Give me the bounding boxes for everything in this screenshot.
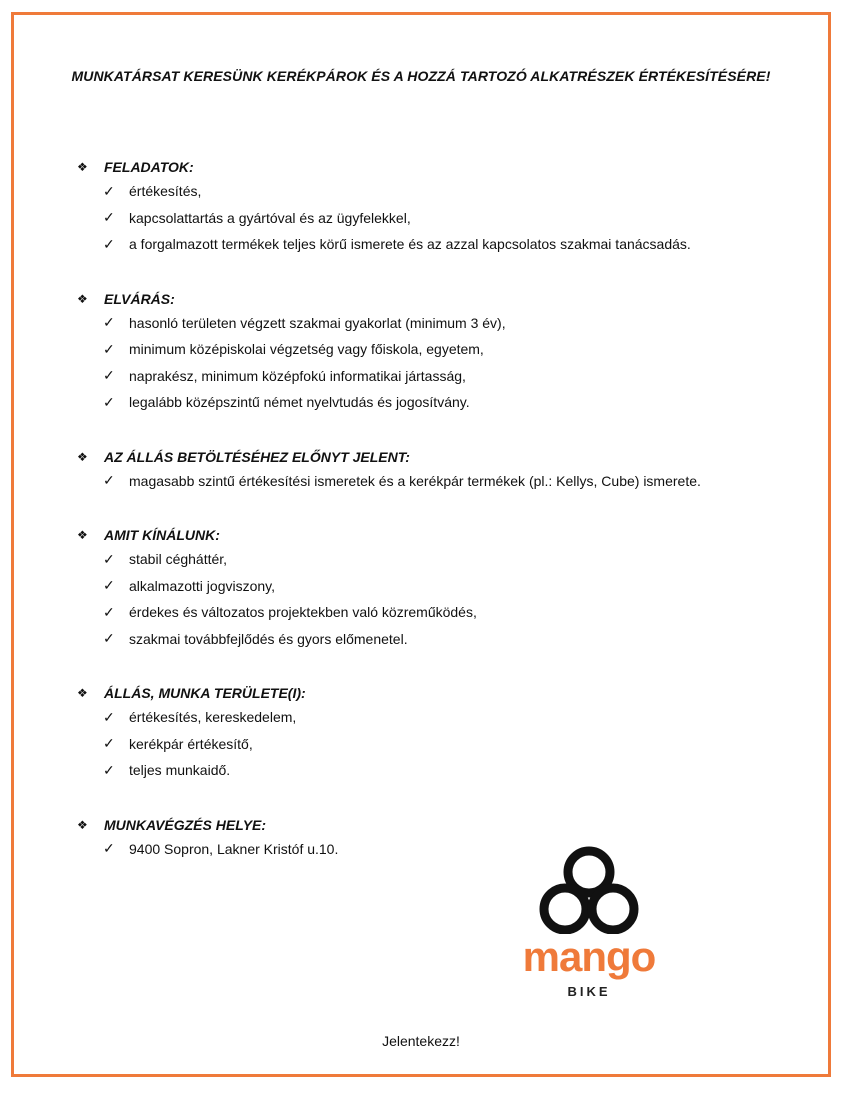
list-item [77,363,797,390]
check-icon: ✓ [103,630,115,647]
list-item [77,389,797,416]
bike-loop-icon [503,842,675,934]
list-item-text: kapcsolattartás a gyártóval és az ügyfelekkel, [129,209,411,226]
list-item-text: legalább középszintű német nyelvtudás és jogosítvány. [129,394,470,411]
list-item-text: stabil cégháttér, [129,551,228,568]
section-title: AMIT KÍNÁLUNK: [104,527,220,543]
diamond-bullet-icon: ❖ [77,686,88,700]
mango-bike-logo [503,842,675,1002]
section-title: FELADATOK: [104,159,194,175]
logo-subtitle: BIKE [567,984,611,999]
section-title: ELVÁRÁS: [104,290,175,307]
list-item [77,205,797,232]
check-icon: ✓ [103,577,115,594]
section [77,156,797,258]
check-icon: ✓ [103,550,115,567]
section-heading [77,524,797,546]
list-item [77,546,797,573]
section-title: MUNKAVÉGZÉS HELYE: [104,816,267,833]
list-item [77,231,797,258]
diamond-bullet-icon: ❖ [77,291,88,306]
list-item [77,626,797,653]
list-item [77,836,797,863]
list-item [77,757,797,784]
apply-call-text: Jelentekezz! [382,1033,460,1049]
diamond-bullet-icon: ❖ [77,160,88,174]
list-item-text: minimum középiskolai végzetség vagy főiskola, egyetem, [129,341,484,358]
list-item-text: alkalmazotti jogviszony, [129,577,276,594]
list-item [77,731,797,758]
check-icon: ✓ [103,340,115,357]
list-item [77,468,797,495]
list-item-text: kerékpár értékesítő, [129,735,253,752]
check-icon: ✓ [103,603,115,620]
section-heading [77,814,797,836]
section [77,446,797,495]
list-item [77,310,797,337]
section [77,288,797,416]
section [77,524,797,652]
section-title: ÁLLÁS, MUNKA TERÜLETE(I): [104,685,306,701]
list-item-text: 9400 Sopron, Lakner Kristóf u.10. [129,840,339,857]
list-item [77,704,797,731]
check-icon: ✓ [103,840,115,857]
list-item [77,573,797,600]
check-icon: ✓ [103,735,115,752]
list-item [77,178,797,205]
section [77,814,797,863]
list-item-text: naprakész, minimum középfokú informatikai jártasság, [129,367,466,384]
diamond-bullet-icon: ❖ [77,528,88,542]
check-icon: ✓ [103,393,115,410]
list-item-text: a forgalmazott termékek teljes körű ismerete és az azzal kapcsolatos szakmai tanácsadás. [129,236,691,253]
section-heading [77,288,797,310]
list-item-text: magasabb szintű értékesítési ismeretek és a kerékpár termékek (pl.: Kellys, Cube) ismerete. [129,472,701,489]
check-icon: ✓ [103,182,115,199]
list-item-text: hasonló területen végzett szakmai gyakorlat (minimum 3 év), [129,314,506,331]
section-heading [77,682,797,704]
list-item [77,336,797,363]
section-title: AZ ÁLLÁS BETÖLTÉSÉHEZ ELŐNYT JELENT: [104,448,410,465]
list-item-text: szakmai továbbfejlődés és gyors előmenetel. [129,630,408,647]
list-item-text: értékesítés, [129,183,202,200]
job-sections [77,156,797,892]
diamond-bullet-icon: ❖ [77,817,88,832]
list-item [77,599,797,626]
section-heading [77,446,797,468]
check-icon: ✓ [103,235,115,252]
check-icon: ✓ [103,708,115,725]
diamond-bullet-icon: ❖ [77,449,88,464]
logo-wordmark: mango [522,933,656,980]
list-item-text: értékesítés, kereskedelem, [129,709,297,726]
check-icon: ✓ [103,314,115,331]
check-icon: ✓ [103,367,115,384]
section-heading [77,156,797,178]
section [77,682,797,784]
list-item-text: teljes munkaidő. [129,762,231,779]
check-icon: ✓ [103,761,115,778]
list-item-text: érdekes és változatos projektekben való közreműködés, [129,604,477,621]
check-icon: ✓ [103,472,115,489]
page-title: MUNKATÁRSAT KERESÜNK KERÉKPÁROK ÉS A HOZZÁ TARTOZÓ ALKATRÉSZEK ÉRTÉKESÍTÉSÉRE! [71,68,771,84]
check-icon: ✓ [103,209,115,226]
